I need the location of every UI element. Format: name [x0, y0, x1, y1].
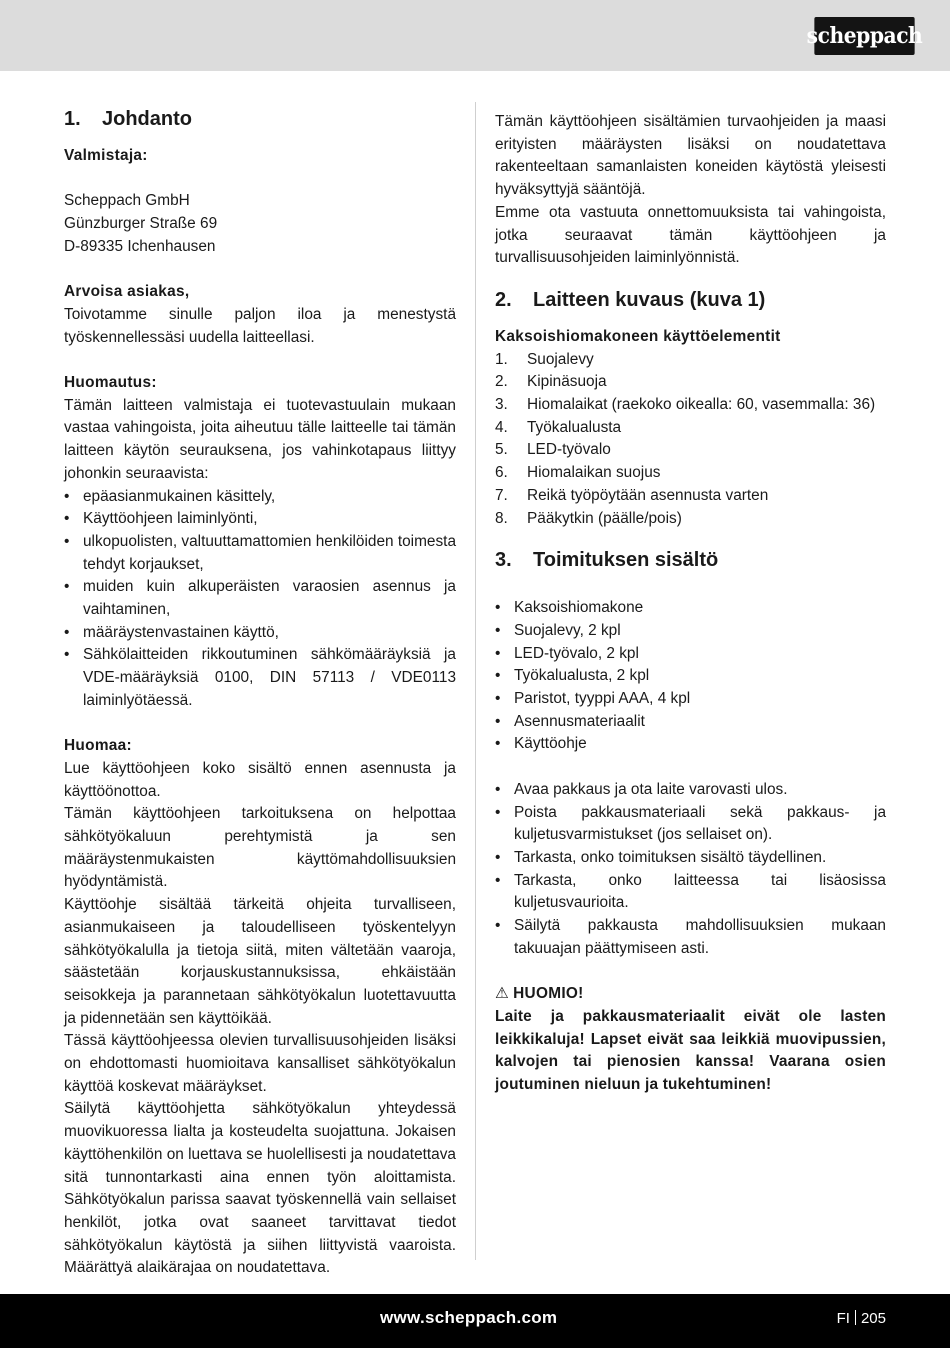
list-item: • Säilytä pakkausta mahdollisuuksien mukaan takuuajan päättymiseen asti.: [495, 915, 886, 960]
intro-paragraph: Emme ota vastuuta onnettomuuksista tai vahingoista, jotka seuraavat tämän käyttöohjeen ja turvallisuusohjeiden laiminlyönnistä.: [495, 203, 886, 267]
list-item: • Avaa pakkaus ja ota laite varovasti ulos.: [495, 779, 886, 802]
website-url: www.scheppach.com: [380, 1308, 558, 1327]
address-line: Scheppach GmbH: [64, 192, 190, 210]
warning-heading: ⚠ HUOMIO!: [495, 985, 584, 1003]
notice-label: Huomaa:: [64, 737, 132, 755]
notice-paragraph: Tämän käyttöohjeen tarkoituksena on helpottaa sähkötyökaluun perehtymistä ja sen määräystenmukaisten käyttömahdollisuuksien hyödyntämistä.: [64, 805, 456, 891]
page-num: 205: [860, 1310, 886, 1327]
notice-paragraph: Säilytä käyttöohjetta sähkötyökalun yhteydessä muovikuoressa lialta ja kosteudelta suojattuna. Jokaisen käyttöhenkilön on luettava se huolellisesti ja noudatettava sitä tunnontarkasti aina ennen työn aloittamista. Sähkötyökalun parissa saavat työskennellä vain sellaiset henkilöt, jotka ovat saaneet tarvittavat tiedot sähkötyökalun käytöstä ja siihen liittyvistä vaaroista. Määrättyä alaikärajaa on noudatettava.: [64, 1100, 456, 1277]
notice-paragraph: Tässä käyttöohjeessa olevien turvallisuusohjeiden lisäksi on ehdottomasti huomioitava kansalliset sähkötyökalun käyttöä koskevat määräykset.: [64, 1032, 456, 1095]
list-item: • Kaksoishiomakone: [495, 597, 886, 620]
list-item: • Sähkölaitteiden rikkoutuminen sähkömääräyksiä ja VDE-määräyksiä 0100, DIN 57113 / VDE0113 laiminlyötäessä.: [64, 644, 456, 712]
list-item: 4. Työkalualusta: [495, 418, 622, 436]
controls-label: Kaksoishiomakoneen käyttöelementit: [495, 327, 781, 345]
list-item: • Tarkasta, onko laitteessa tai lisäosissa kuljetusvaurioita.: [495, 870, 886, 915]
list-item: 2. Kipinäsuoja: [495, 373, 607, 391]
list-item: 7. Reikä työpöytään asennusta varten: [495, 486, 769, 504]
scheppach-logo: scheppach: [814, 17, 914, 55]
notice-paragraph: Lue käyttöohjeen koko sisältö ennen asennusta ja käyttöönottoa.: [64, 759, 456, 800]
list-item: • ulkopuolisten, valtuuttamattomien henkilöiden toimesta tehdyt korjaukset,: [64, 531, 456, 576]
greeting-label: Arvoisa asiakas,: [64, 283, 190, 301]
section-heading-contents: 3. Toimituksen sisältö: [495, 549, 719, 572]
section-heading-introduction: 1. Johdanto: [64, 108, 192, 130]
page-number: [837, 1310, 886, 1327]
warning-triangle-icon: ⚠: [495, 985, 510, 1003]
unpacking-steps: [495, 779, 886, 961]
separator: [855, 1310, 856, 1325]
list-item: • Käyttöohjeen laiminlyönti,: [64, 508, 456, 531]
section-heading-description: 2. Laitteen kuvaus (kuva 1): [495, 288, 766, 311]
footer-bar: [0, 1294, 950, 1348]
list-item: 8. Pääkytkin (päälle/pois): [495, 509, 682, 527]
right-column: [495, 111, 886, 1097]
list-item: • Tarkasta, onko toimituksen sisältö täydellinen.: [495, 847, 886, 870]
list-item: • epäasianmukainen käsittely,: [64, 486, 456, 509]
language-code: FI: [836, 1310, 850, 1327]
list-item: • Paristot, tyyppi AAA, 4 kpl: [495, 688, 886, 711]
list-item: • Asennusmateriaalit: [495, 711, 886, 734]
left-column: [64, 100, 456, 1280]
list-item: 6. Hiomalaikan suojus: [495, 464, 661, 482]
address-line: D-89335 Ichenhausen: [64, 237, 216, 255]
note-text: Tämän laitteen valmistaja ei tuotevastuulain mukaan vastaa vahingoista, joita aiheutuu tälle laitteelle tai tämän laitteen käytön seurauksena, jos vahinkotapaus liittyy johonkin seuraavista:: [64, 396, 456, 482]
warning-text: Laite ja pakkausmateriaalit eivät ole lasten leikkikaluja! Lapset eivät saa leikkiä muovipussien, kalvojen tai pienosien kanssa! Vaarana osien joutuminen nieluun ja tukehtuminen!: [495, 1007, 886, 1093]
list-item: • Poista pakkausmateriaali sekä pakkaus- ja kuljetusvarmistukset (jos sellaiset on).: [495, 802, 886, 847]
list-item: 1. Suojalevy: [495, 350, 594, 368]
list-item: 3. Hiomalaikat (raekoko oikealla: 60, vasemmalla: 36): [495, 396, 876, 414]
list-item: • muiden kuin alkuperäisten varaosien asennus ja vaihtaminen,: [64, 576, 456, 621]
address-line: Günzburger Straße 69: [64, 215, 218, 233]
list-item: • määräystenvastainen käyttö,: [64, 622, 456, 645]
list-item: • LED-työvalo, 2 kpl: [495, 643, 886, 666]
greeting-text: Toivotamme sinulle paljon iloa ja menestystä työskennellessäsi uudella laitteellasi.: [64, 305, 456, 346]
header-bar: [0, 0, 950, 71]
list-item: • Käyttöohje: [495, 733, 886, 756]
note-label: Huomautus:: [64, 373, 157, 391]
manufacturer-label: Valmistaja:: [64, 147, 148, 164]
contents-list: [495, 597, 886, 756]
controls-list: [495, 349, 886, 531]
list-item: • Työkalualusta, 2 kpl: [495, 665, 886, 688]
list-item: 5. LED-työvalo: [495, 441, 611, 459]
intro-paragraph: Tämän käyttöohjeen sisältämien turvaohjeiden ja maasi erityisten määräysten lisäksi on noudatettava rakenteeltaan samanlaisten koneiden käytöstä yleisesti hyväksyttyjä sääntöjä.: [495, 113, 886, 199]
note-list: [64, 486, 456, 713]
notice-paragraph: Käyttöohje sisältää tärkeitä ohjeita turvalliseen, asianmukaiseen ja taloudelliseen työskentelyyn sähkötyökalulla ja tietoja siitä, miten vältetään vaaroja, säästetään korjauskustannuksissa, ehkäistään seisokkeja ja parannetaan sähkötyökalun luotettavuutta ja pidennetään sen käyttöikää.: [64, 896, 456, 1027]
column-divider: [475, 102, 476, 1260]
list-item: • Suojalevy, 2 kpl: [495, 620, 886, 643]
